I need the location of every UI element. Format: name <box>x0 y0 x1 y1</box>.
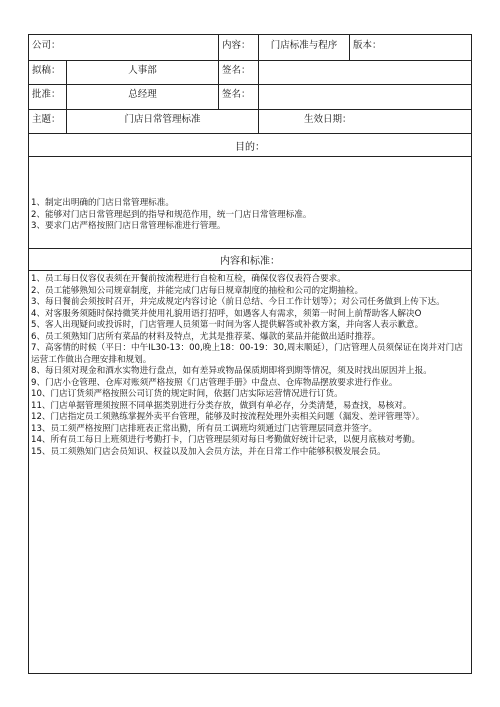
approver-label-cell <box>29 84 67 109</box>
list-item: 15、员工须熟知门店会员知识、权益以及加入会员方法，并在日常工作中能够积极发展会员。 <box>31 446 386 457</box>
standards-title-row <box>29 248 471 271</box>
list-item: 4、对客服务须随时保持微笑并使用礼貌用语打招呼，如遇客人有需求，须第一时间上前帮助客人解决O <box>31 308 422 319</box>
effective-date-cell <box>259 109 471 133</box>
version-label: 版本： <box>353 40 382 51</box>
drafter-value-cell <box>67 60 219 84</box>
header-row-company <box>29 35 471 61</box>
list-item: 9、门店小仓管理、仓库对账须严格按照《门店管理手册》中盘点、仓库物品摆放要求进行作业。 <box>31 377 398 388</box>
standards-title: 内容和标准： <box>220 256 280 267</box>
content-value: 门店标准与程序 <box>270 40 338 51</box>
approver-label: 批准： <box>32 89 61 100</box>
list-item: 1、员工每日仪容仪表须在开餐前按流程进行自检和互检，确保仪容仪表符合要求。 <box>31 274 346 284</box>
subject-label: 主题： <box>32 114 61 125</box>
content-value-cell <box>259 35 350 60</box>
list-item: 13、员工须严格按照门店排班表正常出勤，所有员工调班均须通过门店管理层同意并签字。 <box>31 423 378 434</box>
purpose-title: 目的： <box>235 142 265 153</box>
subject-value: 门店日常管理标准 <box>124 114 201 125</box>
purpose-title-row <box>29 133 471 157</box>
drafter-value: 人事部 <box>128 65 157 76</box>
drafter-label: 拟稿： <box>32 65 61 76</box>
company-label: 公司： <box>32 40 61 51</box>
list-item: 3、要求门店严格按照门店日常管理标准进行管理。 <box>31 221 226 231</box>
drafter-label-cell <box>29 60 67 84</box>
content-label: 内容： <box>222 40 251 51</box>
approver-sign-label: 签名： <box>222 89 251 100</box>
approver-value-cell <box>67 84 219 109</box>
list-item: 11、门店单据管理须按照不同单据类别进行分类存放，做到有单必存，分类清楚，易查找，易核对。 <box>31 400 412 411</box>
list-item: 12、门店指定员工须熟练掌握外卖平台管理，能够及时按流程处理外卖相关问题（漏发、差评管理等）。 <box>31 412 425 422</box>
version-cell <box>350 35 471 60</box>
list-item: 5、客人出现疑问或投诉时，门店管理人员须第一时间为客人提供解答或补救方案，并向客人表示歉意。 <box>31 320 424 330</box>
list-item: 14、所有员工每日上班须进行考勤打卡，门店管理层须对每日考勤做好统计记录，以便月底核对考勤。 <box>31 435 421 445</box>
header-row-subject <box>29 109 471 134</box>
approver-sign-value-cell <box>259 84 471 109</box>
header-row-approver <box>29 84 471 110</box>
header-row-drafter <box>29 60 471 85</box>
purpose-section <box>29 156 471 249</box>
list-item: 6、员工须熟知门店所有菜品的材料及特点，尤其是推荐菜、爆款的菜品并能做出适时推荐。 <box>31 331 381 342</box>
list-item: 8、每日须对现金和酒水实物进行盘点，如有差异或物品保质期即将到期等情况，须及时找出原因并上报。 <box>31 366 432 376</box>
list-item: 3、每日餐前会须按时召开，并完成规定内容讨论（前日总结、今日工作计划等）；对公司任务做到上传下达。 <box>31 297 445 307</box>
list-item: 1、制定出明确的门店日常管理标准。 <box>31 198 174 208</box>
list-item: 10、门店订货须严格按照公司订货的规定时间，依据门店实际运营情况进行订货。 <box>31 389 343 399</box>
purpose-list <box>29 198 471 233</box>
subject-value-cell <box>67 109 259 133</box>
document-form <box>28 34 472 674</box>
list-item: 2、能够对门店日常管理起到的指导和规范作用，统一门店日常管理标准。 <box>31 209 312 220</box>
drafter-sign-label-cell <box>219 60 259 84</box>
subject-label-cell <box>29 109 67 133</box>
drafter-sign-label: 签名： <box>222 65 251 76</box>
standards-list <box>29 274 471 458</box>
company-cell <box>29 35 219 60</box>
approver-value: 总经理 <box>128 89 157 100</box>
content-label-cell <box>219 35 259 60</box>
drafter-sign-value-cell <box>259 60 471 84</box>
standards-section <box>29 270 471 673</box>
approver-sign-label-cell <box>219 84 259 109</box>
list-item: 2、员工能够熟知公司规章制度，并能完成门店每日规章制度的抽检和公司的定期抽检。 <box>31 285 364 296</box>
list-item: 7、高客情的时候（平日：中午IL30-13：00,晚上18：00-19：30,周末顺延），门店管理人员须保证在岗并对门店运营工作做出合理安排和规划。 <box>31 343 463 365</box>
effective-date-label: 生效日期： <box>304 114 352 125</box>
